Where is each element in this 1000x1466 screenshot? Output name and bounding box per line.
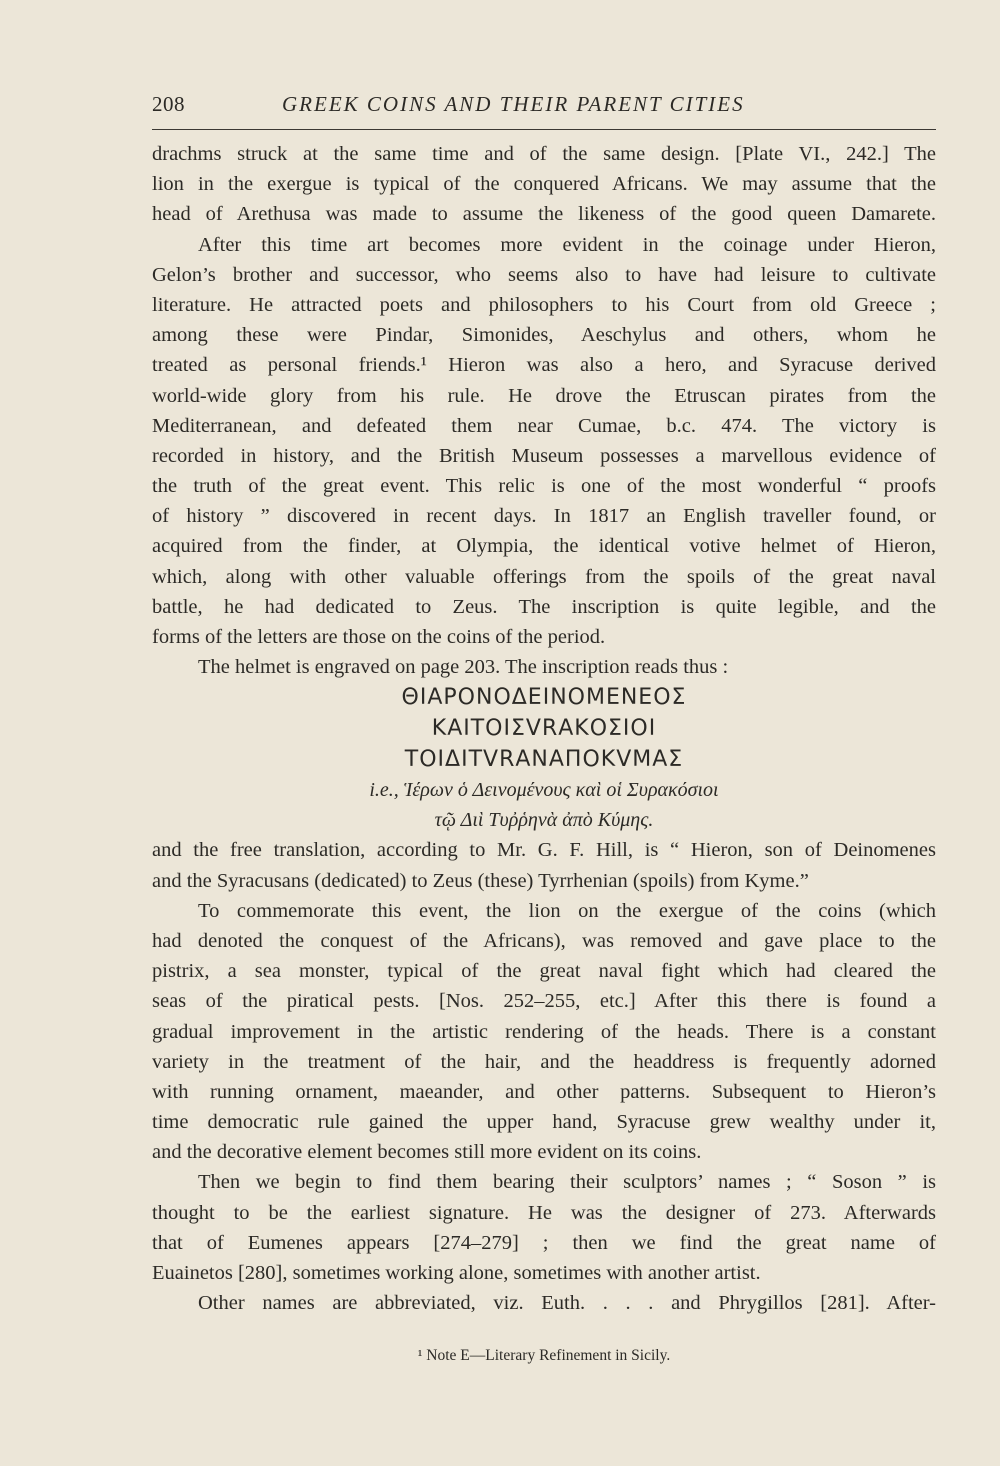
inscription-line: ΤΟΙΔΙΤVRΑΝΑΠΟΚVΜΑΣ [404,747,684,773]
text-line: gradual improvement in the artistic rendering of the heads. There is a constant [152,1020,936,1043]
text-line: Other names are abbreviated, viz. Euth. . . . and Phrygillos [281]. After- [198,1292,936,1315]
text-line: seas of the piratical pests. [Nos. 252–255, etc.] After this there is found a [152,990,936,1013]
text-line: To commemorate this event, the lion on the exergue of the coins (which [198,899,936,922]
body-text [152,139,936,1318]
inscription-line: ΘΙΑΡΟΝΟΔΕΙΝΟΜΕΝΕΟΣ [401,685,687,711]
text-line: world-wide glory from his rule. He drove the Etruscan pirates from the [152,384,936,407]
running-head [152,92,936,124]
text-line: forms of the letters are those on the coins of the period. [152,626,606,648]
text-line: had denoted the conquest of the Africans), was removed and gave place to the [152,929,936,952]
text-line: the truth of the great event. This relic is one of the most wonderful “ proofs [152,475,936,498]
text-line: and the decorative element becomes still more evident on its coins. [152,1141,702,1164]
text-line: with running ornament, maeander, and other patterns. Subsequent to Hieron’s [152,1080,936,1103]
text-line: head of Arethusa was made to assume the likeness of the good queen Damarete. [152,203,936,226]
text-line: and the free translation, according to Mr. G. F. Hill, is “ Hieron, son of Deinomenes [152,839,936,862]
text-line: among these were Pindar, Simonides, Aeschylus and others, whom he [152,324,936,347]
text-line: literature. He attracted poets and philosophers to his Court from old Greece ; [152,293,936,316]
page-number: 208 [152,92,185,116]
text-line: Mediterranean, and defeated them near Cumae, b.c. 474. The victory is [152,414,936,437]
text-line: battle, he had dedicated to Zeus. The inscription is quite legible, and the [152,595,936,618]
text-line: that of Eumenes appears [274–279] ; then we find the great name of [152,1231,936,1254]
text-line: and the Syracusans (dedicated) to Zeus (these) Tyrrhenian (spoils) from Kyme.” [152,869,809,892]
footnote: ¹ Note E—Literary Refinement in Sicily. [417,1347,671,1364]
header-rule [152,129,936,130]
text-line: Then we begin to find them bearing their sculptors’ names ; “ Soson ” is [198,1171,936,1194]
text-line: drachms struck at the same time and of the same design. [Plate VI., 242.] The [152,143,936,165]
greek-line: i.e., Ἱέρων ὁ Δεινομένους καὶ οἱ Συρακόσιοι [369,779,719,802]
text-line: pistrix, a sea monster, typical of the great naval fight which had cleared the [152,960,936,983]
greek-line: τῷ Διὶ Τυῤῥηνὰ ἀπὸ Κύμης. [434,809,654,832]
text-line: lion in the exergue is typical of the conquered Africans. We may assume that the [152,173,936,196]
text-line: After this time art becomes more evident in the coinage under Hieron, [198,233,936,256]
text-line: recorded in history, and the British Museum possesses a marvellous evidence of [152,444,936,467]
text-line: Euainetos [280], sometimes working alone, sometimes with another artist. [152,1262,761,1284]
text-line: Gelon’s brother and successor, who seems also to have had leisure to cultivate [152,263,936,286]
text-line: of history ” discovered in recent days. In 1817 an English traveller found, or [152,505,936,528]
text-line: The helmet is engraved on page 203. The inscription reads thus : [198,656,729,679]
text-line: thought to be the earliest signature. He was the designer of 273. Afterwards [152,1201,936,1224]
running-title: GREEK COINS AND THEIR PARENT CITIES [282,92,745,116]
text-line: acquired from the finder, at Olympia, the identical votive helmet of Hieron, [152,535,936,558]
text-line: treated as personal friends.¹ Hieron was also a hero, and Syracuse derived [152,354,936,377]
inscription-line: ΚΑΙΤΟΙΣVRΑΚΟΣΙΟΙ [431,716,657,742]
text-line: variety in the treatment of the hair, and the headdress is frequently adorned [152,1050,936,1073]
text-line: time democratic rule gained the upper hand, Syracuse grew wealthy under it, [152,1111,936,1134]
text-line: which, along with other valuable offerings from the spoils of the great naval [152,565,936,588]
